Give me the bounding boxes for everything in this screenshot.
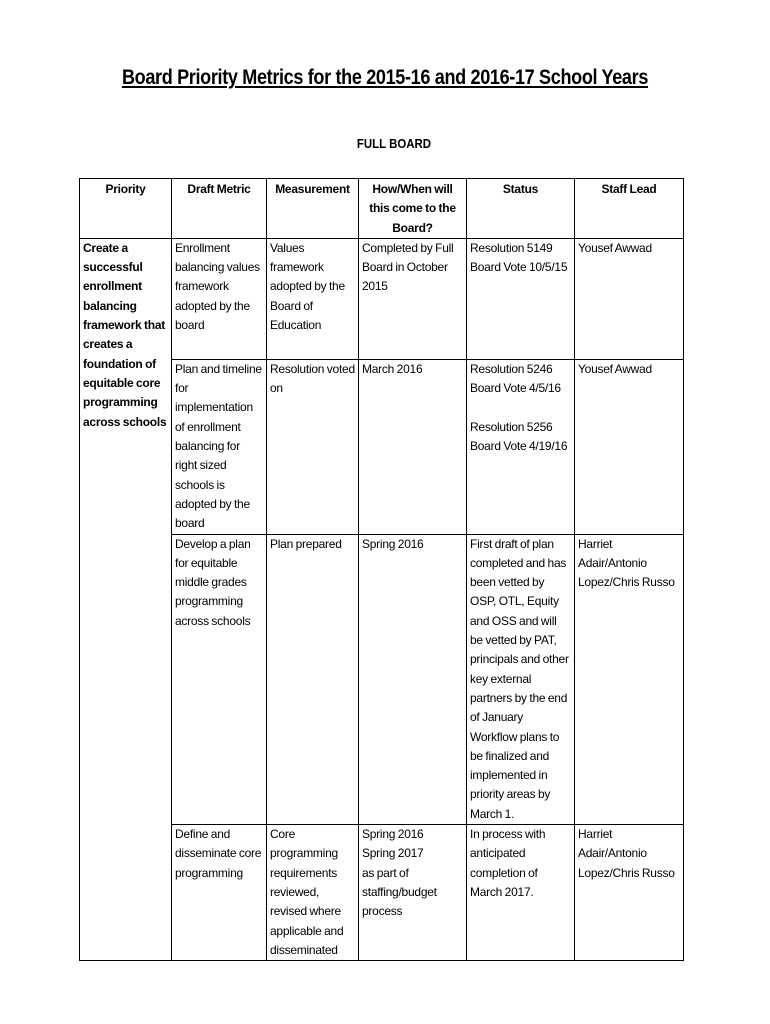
how-when-cell: Completed by Full Board in October 2015 <box>359 238 467 359</box>
measurement-cell: Core programming requirements reviewed, revised where applicable and disseminated <box>267 825 359 961</box>
priority-cell <box>80 238 172 960</box>
section-heading: FULL BOARD <box>356 136 432 151</box>
measurement-cell: Resolution voted on <box>267 359 359 534</box>
draft-metric-cell: Define and disseminate core programming <box>172 825 267 961</box>
how-when-cell: Spring 2016 <box>359 534 467 824</box>
header-status: Status <box>467 179 575 239</box>
priority-text: Create a successful enrollment balancing framework that creates a foundation of equitable core programming across schools <box>83 240 167 429</box>
header-priority: Priority <box>80 179 172 239</box>
status-cell: In process with anticipated completion of March 2017. <box>467 825 575 961</box>
header-draft-metric: Draft Metric <box>172 179 267 239</box>
staff-lead-cell: Yousef Awwad <box>575 359 684 534</box>
table-row <box>80 238 684 359</box>
header-staff-lead: Staff Lead <box>575 179 684 239</box>
header-how-when: How/When will this come to the Board? <box>359 179 467 239</box>
page-title: Board Priority Metrics for the 2015-16 and 2016-17 School Years <box>121 66 649 89</box>
draft-metric-cell: Enrollment balancing values framework adopted by the board <box>172 238 267 359</box>
measurement-cell: Values framework adopted by the Board of Education <box>267 238 359 359</box>
staff-lead-cell: Harriet Adair/Antonio Lopez/Chris Russo <box>575 534 684 824</box>
status-cell: Resolution 5246 Board Vote 4/5/16 Resolution 5256 Board Vote 4/19/16 <box>467 359 575 534</box>
how-when-cell: March 2016 <box>359 359 467 534</box>
how-when-cell: Spring 2016 Spring 2017 as part of staffing/budget process <box>359 825 467 961</box>
metrics-table <box>79 178 684 961</box>
staff-lead-cell: Yousef Awwad <box>575 238 684 359</box>
status-cell: Resolution 5149 Board Vote 10/5/15 <box>467 238 575 359</box>
measurement-cell: Plan prepared <box>267 534 359 824</box>
header-measurement: Measurement <box>267 179 359 239</box>
table-header-row <box>80 179 684 239</box>
staff-lead-cell: Harriet Adair/Antonio Lopez/Chris Russo <box>575 825 684 961</box>
draft-metric-cell: Plan and timeline for implementation of enrollment balancing for right sized schools is adopted by the board <box>172 359 267 534</box>
draft-metric-cell: Develop a plan for equitable middle grades programming across schools <box>172 534 267 824</box>
status-cell: First draft of plan completed and has been vetted by OSP, OTL, Equity and OSS and will be vetted by PAT, principals and other key external partners by the end of January Workflow plans to be finalized and implemented in priority areas by March 1. <box>467 534 575 824</box>
